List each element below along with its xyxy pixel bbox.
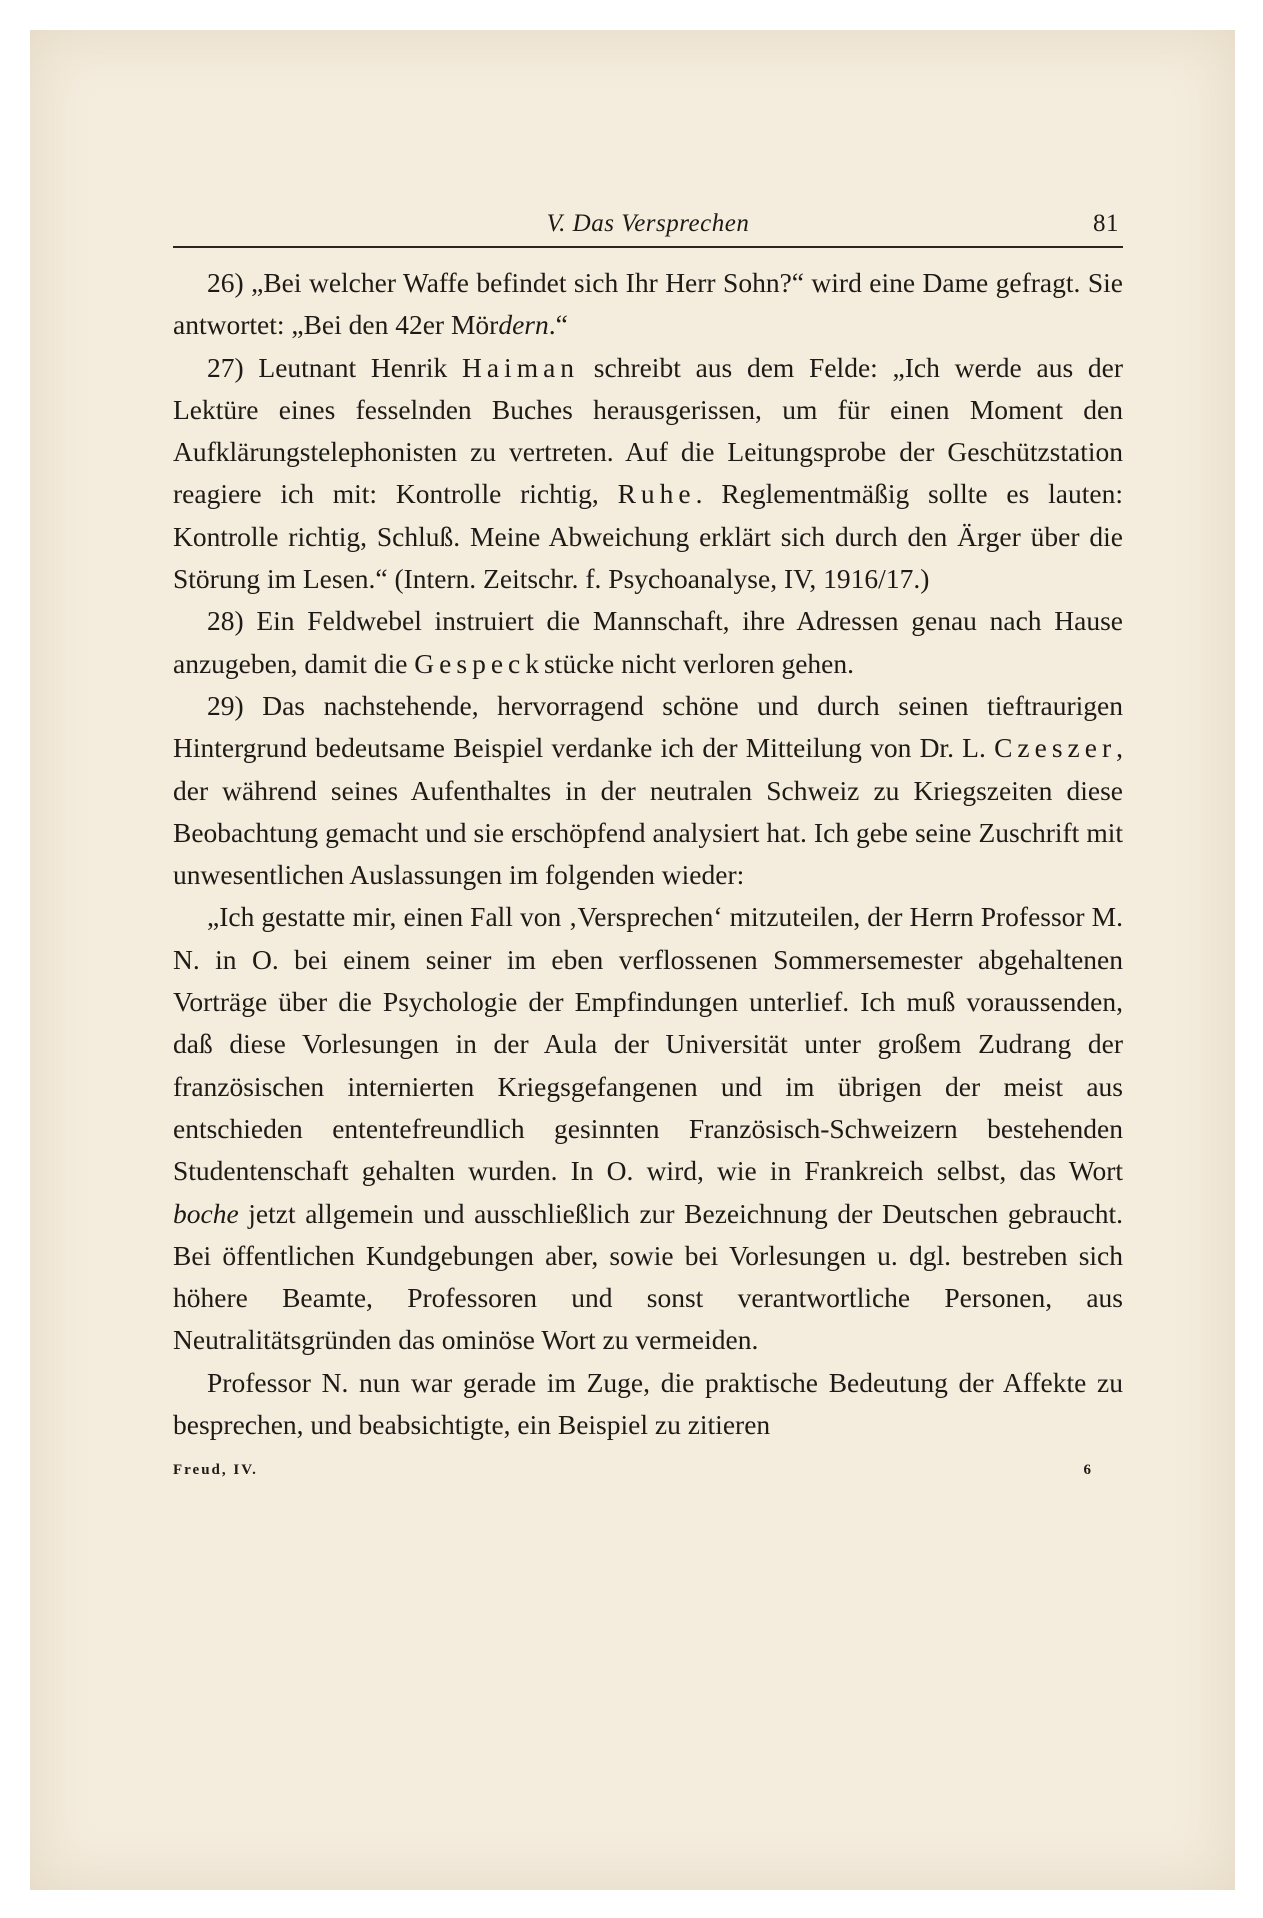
running-header xyxy=(173,210,1123,240)
running-title: V. Das Versprechen xyxy=(546,210,750,237)
spaced-word-gespeck: Gespeck xyxy=(414,647,544,679)
page-content xyxy=(173,210,1123,1486)
page-number: 81 xyxy=(1093,210,1119,237)
paragraph-29: 29) Das nachstehende, hervorragend schöne und durch seinen tieftraurigen Hintergrund bedeutsame Beispiel verdanke ich der Mitteilung von Dr. L. Czeszer, der während seines Aufenthaltes in der neutralen Schweiz zu Kriegszeiten diese Beobachtung gemacht und sie erschöpfend analysiert hat. Ich gebe seine Zuschrift mit unwesentlichen Auslassungen im folgenden wieder: xyxy=(173,689,1123,891)
signature-left: Freud, IV. xyxy=(173,1462,258,1479)
spaced-name-haiman: Haiman xyxy=(461,351,580,383)
spaced-name-czeszer: Czeszer xyxy=(994,732,1117,764)
paragraph-28: 28) Ein Feldwebel instruiert die Mannschaft, ihre Adressen genau nach Hause anzugeben, damit die Gespeckstücke nicht verloren gehen. xyxy=(173,605,1123,679)
header-rule xyxy=(173,246,1123,248)
paragraph-26: 26) „Bei welcher Waffe befindet sich Ihr Herr Sohn?“ wird eine Dame gefragt. Sie antwortet: „Bei den 42er Mördern.“ xyxy=(173,267,1123,341)
body-text xyxy=(173,262,1123,1446)
italic-word-boche: boche xyxy=(173,1197,239,1229)
signature-line xyxy=(173,1462,1123,1486)
paragraph-27: 27) Leutnant Henrik Haiman schreibt aus dem Felde: „Ich werde aus der Lektüre eines fesselnden Buches herausgerissen, um für einen Moment den Aufklärungstelephonisten zu vertreten. Auf die Leitungsprobe der Geschützstation reagiere ich mit: Kontrolle richtig, Ruhe. Reglementmäßig sollte es lauten: Kontrolle richtig, Schluß. Meine Abweichung erklärt sich durch den Ärger über die Störung im Lesen.“ (Intern. Zeitschr. f. Psychoanalyse, IV, 1916/17.) xyxy=(173,351,1124,595)
spaced-word-ruhe: Ruhe xyxy=(617,478,696,510)
paragraph-31: Professor N. nun war gerade im Zuge, die praktische Bedeutung der Affekte zu besprechen, und beabsichtigte, ein Beispiel zu zitieren xyxy=(173,1366,1123,1441)
page-sheet xyxy=(30,30,1235,1890)
signature-right: 6 xyxy=(1083,1462,1091,1479)
paragraph-30: „Ich gestatte mir, einen Fall von ‚Versprechen‘ mitzuteilen, der Herrn Professor M. N. in O. bei einem seiner im eben verflossenen Sommersemester abgehaltenen Vorträge über die Psychologie der Empfindungen unterlief. Ich muß voraussenden, daß diese Vorlesungen in der Aula der Universität unter großem Zudrang der französischen internierten Kriegsgefangenen und im übrigen der meist aus entschieden ententefreundlich gesinnten Französisch-Schweizern bestehenden Studentenschaft gehalten wurden. In O. wird, wie in Frankreich selbst, das Wort boche jetzt allgemein und ausschließlich zur Bezeichnung der Deutschen gebraucht. Bei öffentlichen Kundgebungen aber, sowie bei Vorlesungen u. dgl. bestreben sich höhere Beamte, Professoren und sonst verantwortliche Personen, aus Neutralitätsgründen das ominöse Wort zu vermeiden. xyxy=(173,901,1123,1356)
